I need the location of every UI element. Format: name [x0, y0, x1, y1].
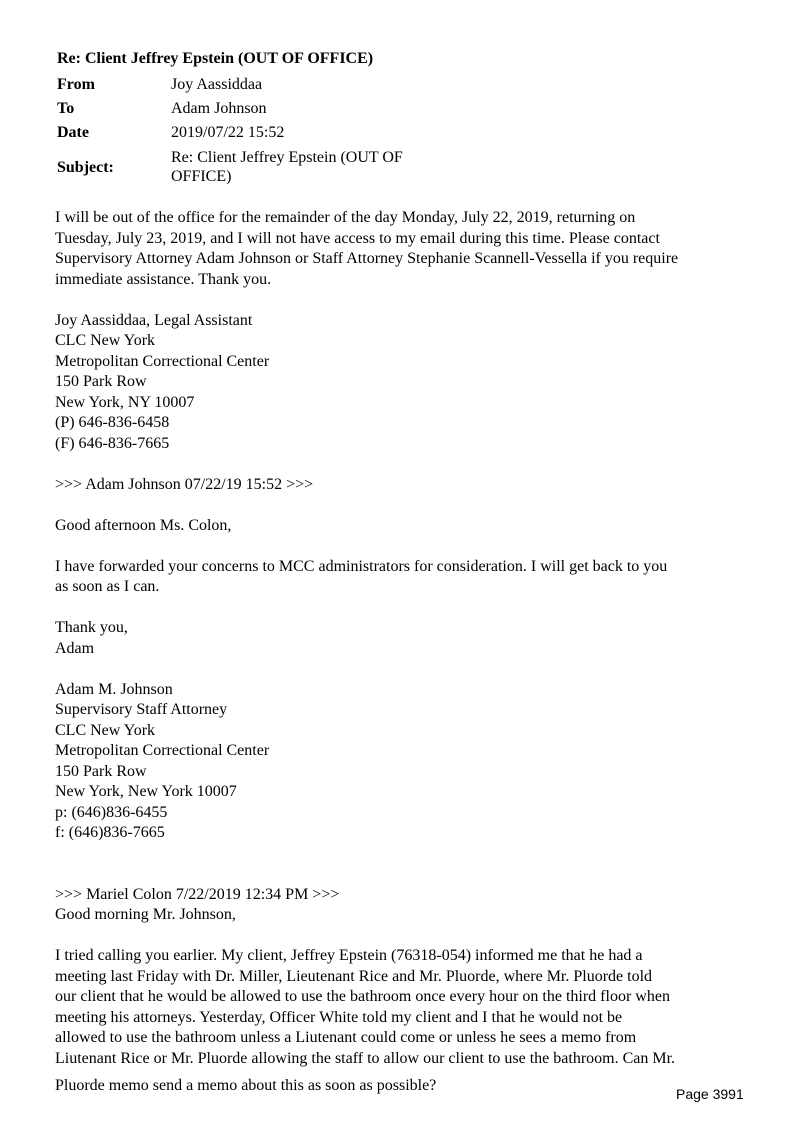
- joy-signature: [55, 311, 755, 455]
- signature-line: Metropolitan Correctional Center: [55, 352, 270, 370]
- text-line: I will be out of the office for the remainder of the day Monday, July 22, 2019, returning on: [55, 209, 636, 226]
- text-line: allowed to use the bathroom unless a Liutenant could come or unless he sees a memo from: [55, 1029, 637, 1046]
- clipped-text-line: Pluorde memo send a memo about this as soon as possible?: [55, 1077, 437, 1094]
- signature-line: CLC New York: [55, 721, 156, 739]
- header-row-from: [57, 72, 441, 96]
- signature-line: Supervisory Staff Attorney: [55, 701, 228, 718]
- from-label: From: [57, 75, 95, 93]
- header-row-date: [57, 120, 441, 144]
- signature-line: Metropolitan Correctional Center: [55, 742, 270, 759]
- adam-signature: [55, 680, 755, 844]
- text-line: Liutenant Rice or Mr. Pluorde allowing the staff to allow our client to use the bathroom. Can Mr.: [55, 1049, 676, 1067]
- text-line: I have forwarded your concerns to MCC administrators for consideration. I will get back to you: [55, 557, 668, 575]
- subject-line: OFFICE): [171, 168, 232, 185]
- signature-line: New York, New York 10007: [55, 783, 237, 800]
- subject-label: Subject:: [57, 158, 114, 176]
- signature-line: f: (646)836-7665: [55, 824, 165, 841]
- to-value: Adam Johnson: [171, 99, 267, 117]
- date-label: Date: [57, 123, 89, 141]
- text-line: immediate assistance. Thank you.: [55, 270, 272, 288]
- header-row-to: [57, 96, 441, 120]
- email-title: Re: Client Jeffrey Epstein (OUT OF OFFICE): [57, 50, 374, 67]
- mariel-quote-header: >>> Mariel Colon 7/22/2019 12:34 PM >>>: [55, 885, 340, 903]
- signature-line: CLC New York: [55, 332, 156, 349]
- out-of-office-paragraph: [55, 208, 755, 290]
- subject-line: Re: Client Jeffrey Epstein (OUT OF: [171, 149, 403, 166]
- signature-line: Adam M. Johnson: [55, 680, 173, 698]
- signature-line: (P) 646-836-6458: [55, 414, 170, 431]
- text-line: as soon as I can.: [55, 578, 160, 595]
- text-line: Thank you,: [55, 619, 128, 636]
- from-value: Joy Aassiddaa: [171, 75, 263, 93]
- subject-value: [171, 144, 441, 190]
- text-line: Supervisory Attorney Adam Johnson or Staff Attorney Stephanie Scannell-Vessella if you require: [55, 250, 679, 267]
- page-number: Page 3991: [676, 1086, 744, 1102]
- mariel-paragraph: [55, 946, 755, 1069]
- adam-closing: [55, 618, 755, 659]
- text-line: meeting his attorneys. Yesterday, Officer White told my client and I that he would not be: [55, 1008, 623, 1026]
- text-line: Adam: [55, 639, 95, 657]
- email-body: [55, 208, 755, 1069]
- text-line: Tuesday, July 23, 2019, and I will not have access to my email during this time. Please contact: [55, 229, 660, 247]
- mariel-greeting: Good morning Mr. Johnson,: [55, 906, 236, 923]
- header-row-subject: [57, 144, 441, 190]
- adam-paragraph: [55, 557, 755, 598]
- email-header-table: [57, 72, 441, 190]
- date-value: 2019/07/22 15:52: [171, 123, 285, 141]
- signature-line: (F) 646-836-7665: [55, 434, 170, 452]
- signature-line: Joy Aassiddaa, Legal Assistant: [55, 311, 253, 329]
- signature-line: 150 Park Row: [55, 373, 147, 390]
- text-line: meeting last Friday with Dr. Miller, Lieutenant Rice and Mr. Pluorde, where Mr. Pluorde told: [55, 967, 653, 985]
- text-line: I tried calling you earlier. My client, Jeffrey Epstein (76318-054) informed me that he had a: [55, 947, 643, 964]
- text-line: our client that he would be allowed to use the bathroom once every hour on the third floor when: [55, 988, 670, 1005]
- to-label: To: [57, 99, 75, 117]
- adam-greeting: Good afternoon Ms. Colon,: [55, 516, 232, 534]
- signature-line: 150 Park Row: [55, 762, 147, 780]
- signature-line: p: (646)836-6455: [55, 803, 168, 821]
- adam-quote-header: >>> Adam Johnson 07/22/19 15:52 >>>: [55, 475, 314, 493]
- signature-line: New York, NY 10007: [55, 393, 195, 411]
